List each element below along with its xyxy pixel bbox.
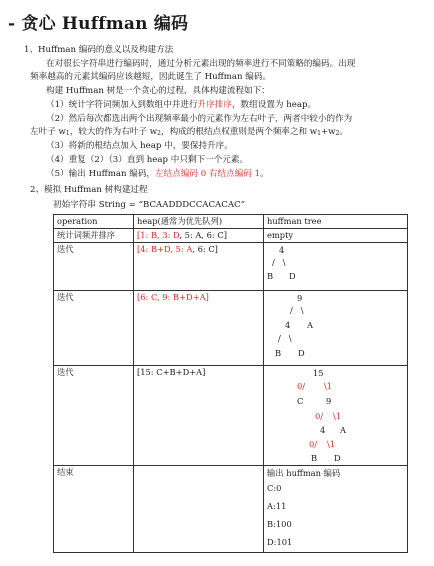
tree-leaf: D bbox=[334, 453, 341, 463]
paragraph2: 构建 Huffman 树是一个贪心的过程，具体构建流程如下： bbox=[46, 86, 270, 96]
edge-label-0: 0/ bbox=[297, 381, 306, 391]
tree-leaf: C bbox=[297, 396, 304, 406]
step5 bbox=[46, 168, 269, 180]
tree-root: 15 bbox=[313, 368, 324, 378]
operation-cell: 迭代 bbox=[54, 291, 134, 366]
huffman-tree-1 bbox=[267, 244, 404, 288]
tree-node: 4 bbox=[320, 425, 326, 435]
step1-highlight: 升序排序 bbox=[197, 100, 232, 110]
heap-cell bbox=[134, 291, 264, 366]
section2-heading: 2、模拟 Huffman 树构建过程 bbox=[30, 185, 148, 195]
initial-string: 初始字符串 String = “BCAADDDCCACACAC” bbox=[53, 200, 246, 210]
heap-highlight: [4: B+D, 5: A bbox=[137, 244, 193, 254]
tree-node: 9 bbox=[297, 293, 303, 303]
heap-rest: [15: C+B+D+A] bbox=[137, 367, 206, 377]
step4: （4）重复（2）（3）直到 heap 中只剩下一个元素。 bbox=[46, 155, 249, 165]
step2-part-c: ，构成的根结点权重则是两个频率之和 w bbox=[160, 127, 318, 137]
huffman-simulation-table bbox=[53, 214, 408, 553]
tree-cell bbox=[264, 291, 408, 366]
step2-part-d: +w bbox=[320, 127, 336, 137]
tree-leaf: A bbox=[340, 425, 346, 435]
heap-highlight: [6: C, 9: B+D+A] bbox=[137, 292, 209, 302]
tree-node: 4 bbox=[285, 320, 291, 330]
paragraph1-line1: 在对很长字符串进行编码时，通过分析元素出现的频率进行不同策略的编码。出现 bbox=[46, 59, 356, 69]
tree-leaf: B bbox=[311, 453, 318, 463]
subscript-2b: 2 bbox=[335, 130, 340, 137]
tree-leaf: B bbox=[267, 271, 274, 281]
step5-text-end: 。 bbox=[260, 169, 269, 179]
step5-highlight: 左结点编码 0 右结点编码 1 bbox=[155, 169, 261, 179]
page-title: - 贪心 Huffman 编码 bbox=[8, 14, 189, 34]
header-operation: operation bbox=[54, 215, 134, 229]
table-row bbox=[54, 466, 408, 553]
tree-leaf: A bbox=[307, 320, 313, 330]
step2-line2 bbox=[30, 126, 348, 140]
heap-rest: , 6: C] bbox=[192, 244, 218, 254]
heap-cell bbox=[134, 366, 264, 466]
step2-part-e: 。 bbox=[339, 127, 348, 137]
edge-label-1: \1 bbox=[333, 411, 342, 421]
subscript-2: 2 bbox=[157, 130, 161, 137]
tree-cell bbox=[264, 366, 408, 466]
encoding-cell bbox=[264, 466, 408, 553]
tree-edges: / \ bbox=[290, 305, 304, 315]
step2-part-b: ，较大的作为右叶子 w bbox=[69, 127, 158, 137]
step1 bbox=[46, 99, 316, 111]
table-row bbox=[54, 243, 408, 291]
table-header-row bbox=[54, 215, 408, 229]
step2-part-a: 左叶子 w bbox=[30, 127, 66, 137]
heap-cell bbox=[134, 229, 264, 243]
tree-leaf: B bbox=[275, 348, 282, 358]
encoding-code: B:100 bbox=[267, 519, 292, 529]
heap-rest: , 5: A, 6: C] bbox=[179, 230, 227, 240]
tree-node: 4 bbox=[279, 245, 285, 255]
edge-label-1: \1 bbox=[327, 439, 336, 449]
operation-cell: 结束 bbox=[54, 466, 134, 553]
tree-node: 9 bbox=[326, 396, 332, 406]
operation-cell: 迭代 bbox=[54, 366, 134, 466]
subscript-1: 1 bbox=[65, 130, 70, 137]
step2-line1: （2）然后每次都选出两个出现频率最小的元素作为左右叶子，两者中较小的作为 bbox=[46, 114, 353, 124]
tree-edges: / \ bbox=[278, 333, 292, 343]
step5-text: （5）输出 Huffman 编码， bbox=[46, 169, 156, 179]
encoding-code: C:0 bbox=[267, 483, 282, 493]
header-tree: huffman tree bbox=[264, 215, 408, 229]
table-row bbox=[54, 229, 408, 243]
edge-label-0: 0/ bbox=[315, 411, 324, 421]
table-row bbox=[54, 366, 408, 466]
header-heap: heap(通常为优先队列) bbox=[134, 215, 264, 229]
encoding-title: 输出 huffman 编码 bbox=[267, 468, 341, 478]
operation-cell: 统计词频并排序 bbox=[54, 229, 134, 243]
huffman-tree-3 bbox=[267, 367, 404, 463]
subscript-1b: 1 bbox=[317, 130, 321, 137]
heap-cell bbox=[134, 243, 264, 291]
encoding-code: A:11 bbox=[267, 501, 287, 511]
section1-heading: 1、Huffman 编码的意义以及构建方法 bbox=[24, 45, 174, 55]
heap-cell bbox=[134, 466, 264, 553]
tree-leaf: D bbox=[289, 271, 296, 281]
edge-label-0: 0/ bbox=[309, 439, 318, 449]
table-row bbox=[54, 291, 408, 366]
tree-edges: / \ bbox=[272, 257, 286, 267]
huffman-tree-2 bbox=[267, 292, 404, 364]
tree-cell bbox=[264, 243, 408, 291]
paragraph1-line2: 频率越高的元素其编码应该越短，因此诞生了 Huffman 编码。 bbox=[30, 72, 272, 82]
tree-cell: empty bbox=[264, 229, 408, 243]
operation-cell: 迭代 bbox=[54, 243, 134, 291]
encoding-code: D:101 bbox=[267, 537, 293, 547]
step1-text-end: ，数组设置为 heap。 bbox=[231, 100, 317, 110]
tree-leaf: D bbox=[298, 348, 305, 358]
heap-highlight: [1: B, 3: D bbox=[137, 230, 180, 240]
step1-text: （1）统计字符词频加入到数组中并进行 bbox=[46, 100, 198, 110]
edge-label-1: \1 bbox=[324, 381, 333, 391]
step3: （3）将新的根结点加入 heap 中，要保持升序。 bbox=[46, 141, 233, 151]
